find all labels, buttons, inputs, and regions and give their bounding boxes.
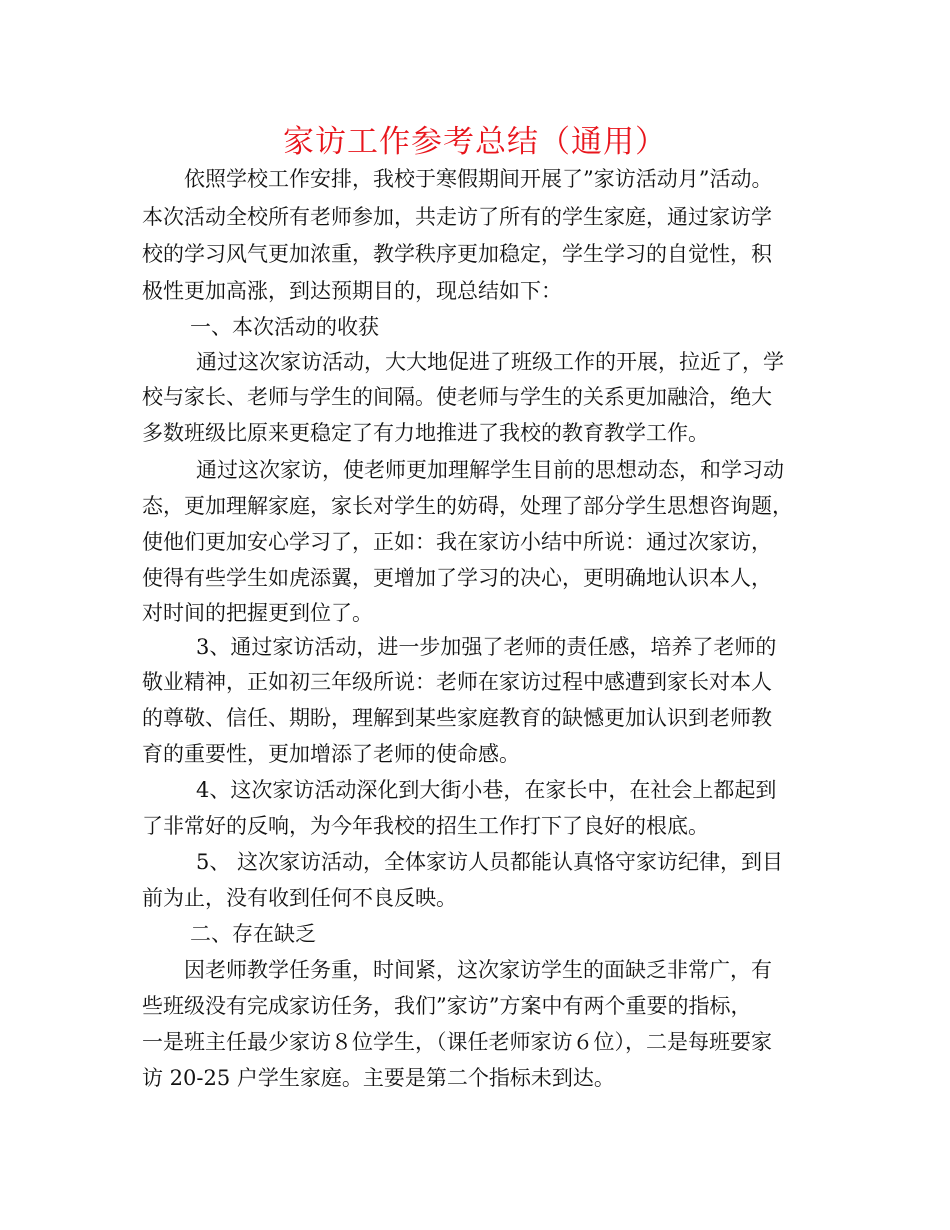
paragraph-line: 3、通过家访活动，进一步加强了老师的责任感，培养了老师的 bbox=[196, 635, 777, 659]
paragraph-line: 本次活动全校所有老师参加，共走访了所有的学生家庭，通过家访学 bbox=[142, 205, 772, 229]
paragraph-line: 使他们更加安心学习了，正如：我在家访小结中所说：通过次家访， bbox=[142, 530, 772, 554]
paragraph-line: 通过这次家访活动，大大地促进了班级工作的开展，拉近了，学 bbox=[196, 350, 784, 374]
paragraph-line: 前为止，没有收到任何不良反映。 bbox=[142, 886, 457, 910]
paragraph-line: 些班级没有完成家访任务，我们”家访”方案中有两个重要的指标， bbox=[142, 994, 752, 1018]
paragraph-line: 因老师教学任务重，时间紧，这次家访学生的面缺乏非常广，有 bbox=[184, 958, 772, 982]
paragraph-line: 育的重要性，更加增添了老师的使命感。 bbox=[142, 742, 520, 766]
paragraph-line: 依照学校工作安排，我校于寒假期间开展了”家访活动月”活动。 bbox=[184, 167, 773, 191]
paragraph-line: 5、 这次家访活动，全体家访人员都能认真恪守家访纪律，到目 bbox=[196, 850, 784, 874]
paragraph-line: 访 20-25 户学生家庭。主要是第二个指标未到达。 bbox=[142, 1066, 615, 1090]
section-heading: 一、本次活动的收获 bbox=[190, 315, 379, 339]
paragraph-line: 校与家长、老师与学生的间隔。使老师与学生的关系更加融洽，绝大 bbox=[142, 385, 772, 409]
paragraph-line: 通过这次家访，使老师更加理解学生目前的思想动态，和学习动 bbox=[196, 458, 784, 482]
document-title: 家访工作参考总结（通用） bbox=[283, 124, 667, 160]
paragraph-line: 的尊敬、信任、期盼，理解到某些家庭教育的缺憾更加认识到老师教 bbox=[142, 706, 772, 730]
paragraph-line: 敬业精神，正如初三年级所说：老师在家访过程中感遭到家长对本人 bbox=[142, 670, 772, 694]
paragraph-line: 多数班级比原来更稳定了有力地推进了我校的教育教学工作。 bbox=[142, 421, 709, 445]
paragraph-line: 一是班主任最少家访８位学生，（课任老师家访６位），二是每班要家 bbox=[142, 1030, 772, 1054]
paragraph-line: 态，更加理解家庭，家长对学生的妨碍，处理了部分学生思想咨询题， bbox=[142, 494, 793, 518]
paragraph-line: 极性更加高涨，到达预期目的，现总结如下： bbox=[142, 279, 562, 303]
paragraph-line: 校的学习风气更加浓重，教学秩序更加稳定，学生学习的自觉性，积 bbox=[142, 242, 772, 266]
paragraph-line: 4、这次家访活动深化到大街小巷，在家长中，在社会上都起到 bbox=[196, 778, 777, 802]
section-heading: 二、存在缺乏 bbox=[190, 922, 316, 946]
paragraph-line: 使得有些学生如虎添翼，更增加了学习的决心，更明确地认识本人， bbox=[142, 566, 772, 590]
paragraph-line: 了非常好的反响，为今年我校的招生工作打下了良好的根底。 bbox=[142, 814, 709, 838]
paragraph-line: 对时间的把握更到位了。 bbox=[142, 601, 373, 625]
